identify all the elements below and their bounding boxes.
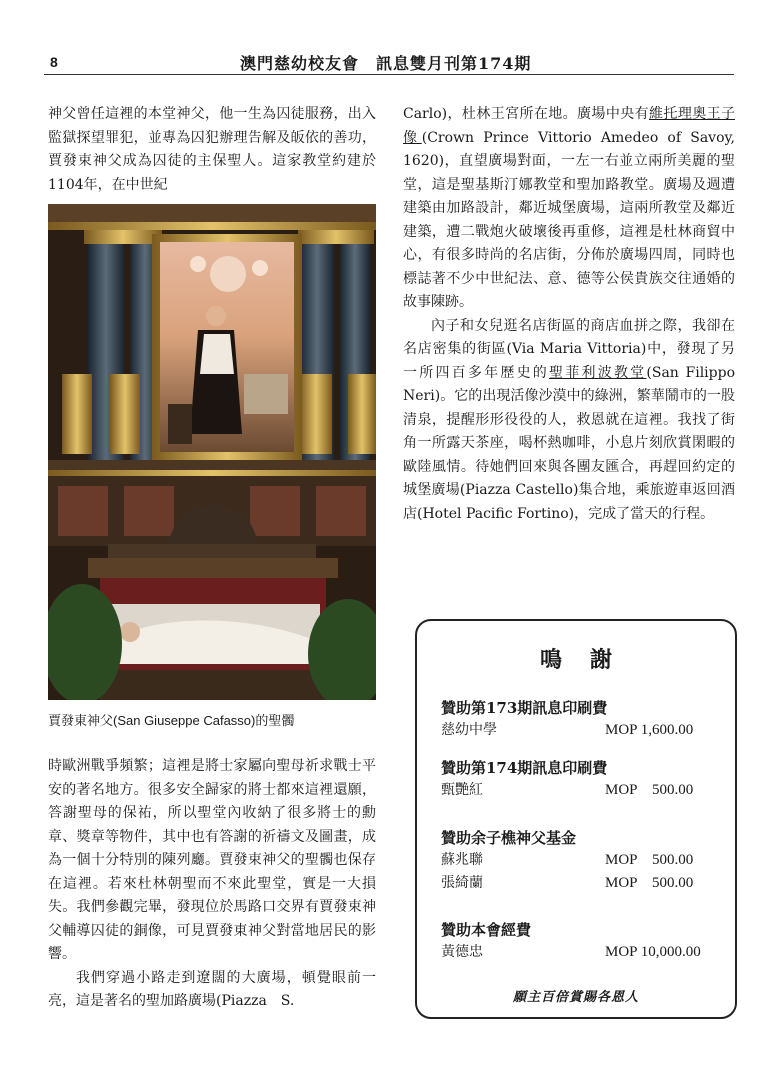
- sponsor-name: 甄艷紅: [441, 782, 483, 798]
- sponsor-row: [441, 941, 721, 964]
- text-span: Carlo)，杜林王宮所在地。廣場中央有: [403, 106, 650, 122]
- sponsor-name: 張綺蘭: [441, 875, 483, 891]
- altar-relic-photo: [48, 204, 376, 700]
- paragraph: 時歐洲戰爭頻繁；這裡是將士家屬向聖母祈求戰士平安的著名地方。很多安全歸家的將士都來這裡還願，答謝聖母的保祐，所以聖堂內收納了很多將士的勳章、獎章等物件，其中也有答謝的祈禱文及圖畫，成為一個十分特別的陳列廳。賈發束神父的聖髑也保存在這裡。若來杜林朝聖而不來此聖堂，實是一大損失。我們參觀完畢，發現位於馬路口交界有賈發束神父輔導囚徒的銅像，可見賈發東神父對當地居民的影響。: [48, 758, 376, 962]
- sponsor-section: [441, 757, 721, 802]
- sponsor-section: [441, 919, 721, 964]
- paragraph: 我們穿過小路走到遼闊的大廣場，頓覺眼前一亮，這是著名的聖加路廣場(Piazza S.: [48, 969, 376, 1009]
- newsletter-header: 澳門慈幼校友會 訊息雙月刊第174期: [240, 54, 532, 73]
- acknowledgements-title: 鳴謝: [539, 647, 640, 673]
- left-column-top: [48, 103, 376, 197]
- sponsor-row: [441, 849, 721, 872]
- sponsor-row: [441, 719, 721, 742]
- text-span: 內子和女兒逛名店街區的商店血拼之際，我卻在名店密集的街區(Via Maria Vittoria)中，發現了另一所四百多年歷史的: [403, 317, 735, 381]
- paragraph: [403, 315, 735, 527]
- photo-caption: 賈發東神父(San Giuseppe Cafasso)的聖髑: [48, 713, 295, 728]
- header-divider: [44, 74, 734, 75]
- text-span: (San Filippo Neri)。它的出現活像沙漠中的綠洲，繁華鬧市的一股清泉，提醒形形役役的人，救恩就在這裡。我找了街角一所露天茶座，喝杯熱咖啡，小息片刻欣賞閑暇的歐陸風情。待她們回來與各團友匯合，再趕回約定的城堡廣場(Piazza Castello)集合地，乘旅遊車返回酒店(Hotel Pacific Fortino)，完成了當天的行程。: [403, 364, 735, 522]
- sponsor-name: 黃德忠: [441, 944, 483, 960]
- sponsor-amount: MOP 1,600.00: [605, 722, 694, 738]
- sponsor-section: [441, 697, 721, 742]
- blessing-footer: 願主百倍賞賜各恩人: [512, 990, 639, 1005]
- text-span: (Crown Prince Vittorio Amedeo of Savoy, 1620)，直望廣場對面，一左一右並立兩所美麗的聖堂，這是聖基斯汀娜教堂和聖加路教堂。廣場及週遭建築由加路設計，鄰近城堡廣場，這兩所教堂及鄰近建築，遭二戰炮火破壞後再重修，這裡是杜林商貿中心，有很多時尚的名店街，分佈於廣場四周，同時也標誌著不少中世紀法、意、德等公侯貴族交往通婚的故事陳跡。: [403, 129, 735, 310]
- sponsor-amount: MOP 500.00: [605, 782, 694, 798]
- page-number: 8: [50, 54, 58, 70]
- paragraph: 神父曾任這裡的本堂神父，他一生為囚徒服務，出入監獄探望罪犯，並專為囚犯辦理告解及皈依的善功，賈發束神父成為囚徒的主保聖人。這家教堂約建於1104年，在中世紀: [48, 106, 376, 193]
- sponsor-amount: MOP 10,000.00: [605, 944, 701, 960]
- sponsor-name: 蘇兆聯: [441, 852, 483, 868]
- sponsor-row: [441, 872, 721, 895]
- sponsor-row: [441, 779, 721, 802]
- acknowledgements-box: [415, 619, 737, 1019]
- sponsor-name: 慈幼中學: [441, 722, 497, 738]
- sponsor-amount: MOP 500.00: [605, 852, 694, 868]
- paragraph: [403, 103, 735, 315]
- section-heading: 贊助第173期訊息印刷費: [441, 699, 608, 717]
- right-column: [403, 103, 735, 526]
- altar-illustration: [48, 204, 376, 700]
- sponsor-section: [441, 827, 721, 895]
- section-heading: 贊助余子樵神父基金: [441, 829, 577, 847]
- left-column-bottom: [48, 755, 376, 1014]
- san-filippo-link: 聖菲利波教堂: [549, 364, 647, 381]
- section-heading: 贊助本會經費: [441, 921, 532, 939]
- vittorio-statue-link: 維托理奧王子像: [403, 106, 735, 146]
- sponsor-amount: MOP 500.00: [605, 875, 694, 891]
- section-heading: 贊助第174期訊息印刷費: [441, 759, 608, 777]
